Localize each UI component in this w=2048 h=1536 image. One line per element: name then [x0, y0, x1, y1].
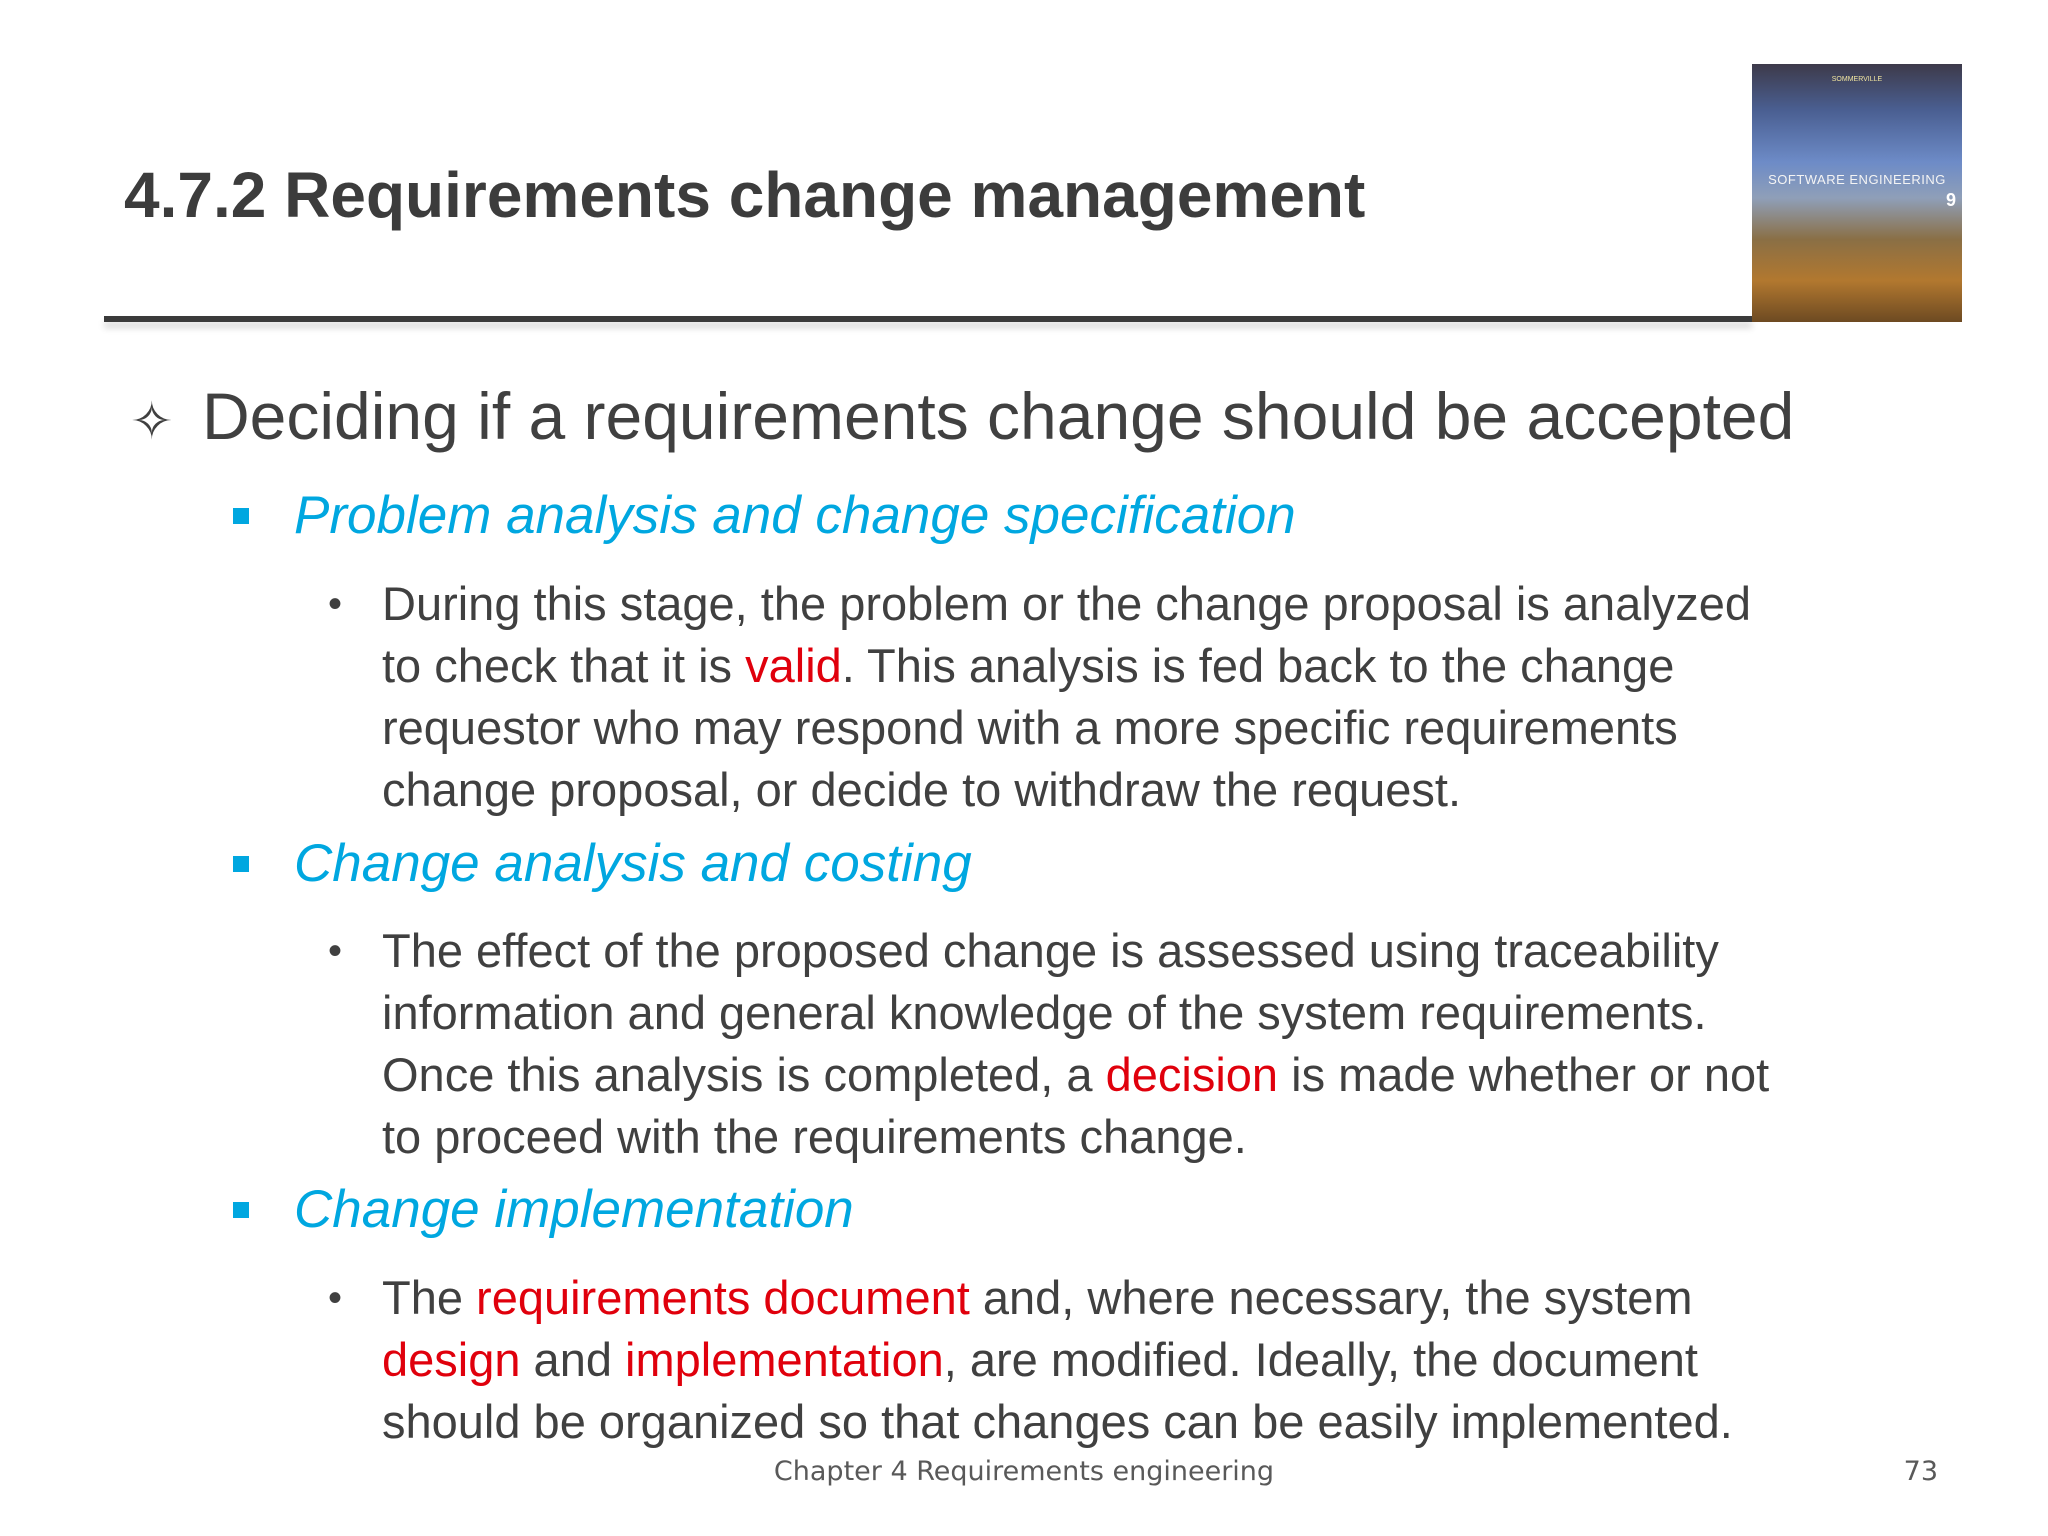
- stage-description: [328, 573, 1968, 821]
- text-run: to check that it is: [382, 639, 746, 692]
- description-line: [382, 635, 1968, 697]
- cover-book-title: SOFTWARE ENGINEERING: [1768, 172, 1946, 187]
- main-bullet-text: Deciding if a requirements change should be accepted: [202, 379, 1795, 453]
- highlighted-term: design: [382, 1333, 521, 1386]
- main-bullet: [130, 370, 1930, 468]
- text-run: to proceed with the requirements change.: [382, 1110, 1247, 1163]
- four-point-star-icon: ✧: [130, 392, 174, 452]
- stage-description-text: [382, 573, 1968, 821]
- description-line: [382, 1267, 1968, 1329]
- square-bullet-icon: [233, 1202, 249, 1218]
- text-run: change proposal, or decide to withdraw the request.: [382, 763, 1462, 816]
- highlighted-term: valid: [745, 639, 842, 692]
- text-run: is made whether or not: [1278, 1048, 1770, 1101]
- page-number: 73: [1903, 1456, 1938, 1487]
- slide-title: 4.7.2 Requirements change management: [124, 159, 1366, 231]
- highlighted-term: requirements document: [476, 1271, 970, 1324]
- square-bullet-icon: [233, 508, 249, 524]
- cover-author-text: SOMMERVILLE: [1831, 76, 1883, 83]
- stage-title: Problem analysis and change specification: [294, 486, 1296, 545]
- text-run: should be organized so that changes can be easily implemented.: [382, 1395, 1733, 1448]
- text-run: The effect of the proposed change is assessed using traceability: [382, 924, 1719, 977]
- text-run: Once this analysis is completed, a: [382, 1048, 1106, 1101]
- description-line: [382, 920, 1968, 982]
- description-line: [382, 1106, 1968, 1168]
- square-bullet-icon: [233, 856, 249, 872]
- description-line: [382, 573, 1968, 635]
- text-run: information and general knowledge of the system requirements.: [382, 986, 1707, 1039]
- text-run: and: [520, 1333, 626, 1386]
- highlighted-term: decision: [1105, 1048, 1279, 1101]
- footer-chapter: Chapter 4 Requirements engineering: [773, 1456, 1275, 1487]
- text-run: . This analysis is fed back to the change: [841, 639, 1675, 692]
- cover-edition-number: 9: [1945, 190, 1956, 210]
- description-line: [382, 1329, 1968, 1391]
- stage-title: Change analysis and costing: [294, 834, 972, 893]
- highlighted-term: implementation: [625, 1333, 944, 1386]
- dot-bullet-icon: •: [328, 929, 343, 973]
- text-run: and, where necessary, the system: [969, 1271, 1693, 1324]
- description-line: [382, 982, 1968, 1044]
- stage-description-text: [382, 1267, 1968, 1453]
- text-run: requestor who may respond with a more specific requirements: [382, 701, 1678, 754]
- description-line: [382, 697, 1968, 759]
- text-run: , are modified. Ideally, the document: [943, 1333, 1698, 1386]
- text-run: During this stage, the problem or the change proposal is analyzed: [382, 577, 1752, 630]
- text-run: The: [382, 1271, 477, 1324]
- description-line: [382, 759, 1968, 821]
- description-line: [382, 1391, 1968, 1453]
- description-line: [382, 1044, 1968, 1106]
- stage-description: [328, 920, 1968, 1168]
- stage-title: Change implementation: [294, 1180, 854, 1239]
- dot-bullet-icon: •: [328, 1276, 343, 1320]
- stage-description-text: [382, 920, 1968, 1168]
- dot-bullet-icon: •: [328, 582, 343, 626]
- stage-description: [328, 1267, 1968, 1453]
